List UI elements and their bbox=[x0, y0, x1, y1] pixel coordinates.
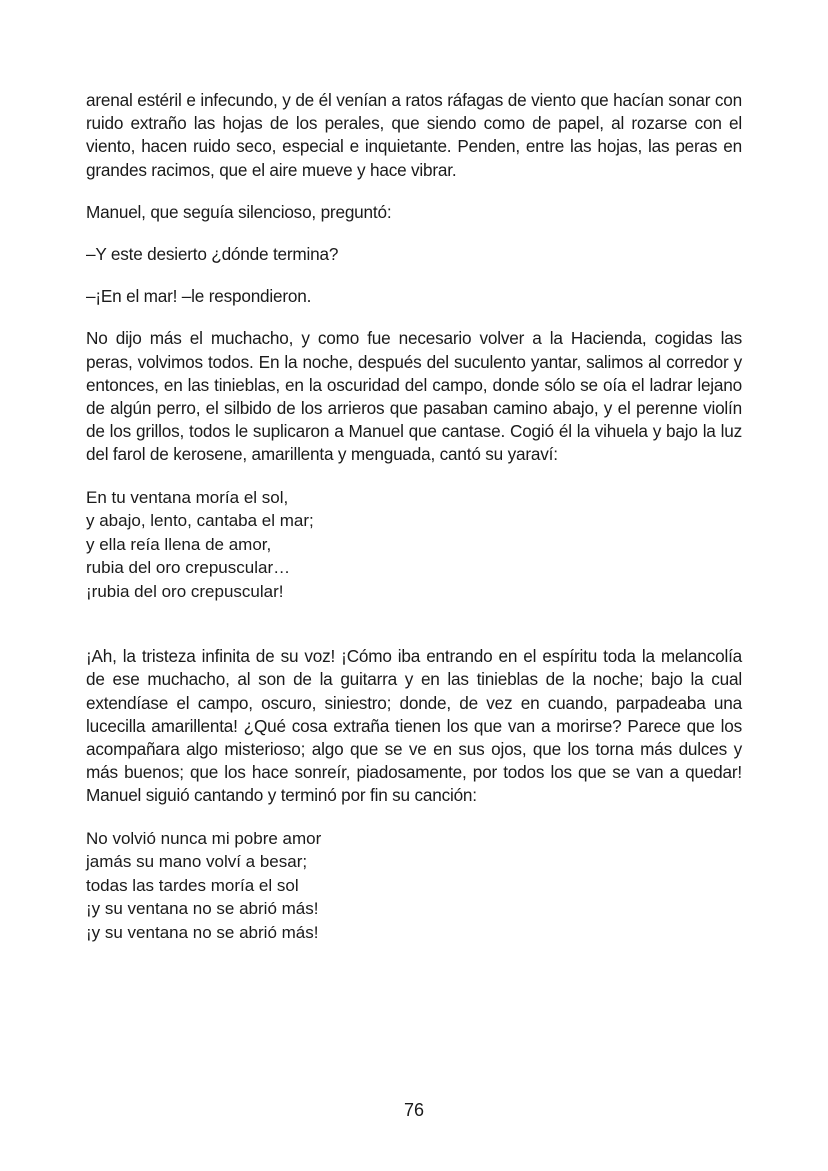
paragraph-arenal: arenal estéril e infecundo, y de él venían a ratos ráfagas de viento que hacían sonar con ruido extraño las hojas de los perales, que siendo como de papel, al rozarse con el viento, hacen ruido seco, especial e inquietante. Penden, entre las hojas, las peras en grandes racimos, que el aire mueve y hace vibrar. bbox=[86, 90, 742, 180]
verse-line: rubia del oro crepuscular… bbox=[86, 558, 291, 578]
verse-line: En tu ventana moría el sol, bbox=[86, 487, 289, 507]
verse-stanza-1 bbox=[86, 486, 742, 604]
verse-line: ¡rubia del oro crepuscular! bbox=[86, 581, 284, 601]
page-number: 76 bbox=[403, 1100, 425, 1120]
paragraph-no-dijo-mas: No dijo más el muchacho, y como fue necesario volver a la Hacienda, cogidas las peras, volvimos todos. En la noche, después del suculento yantar, salimos al corredor y entonces, en las tinieblas, en la oscuridad del campo, donde sólo se oía el ladrar lejano de algún perro, el silbido de los arrieros que pasaban camino abajo, y el perenne violín de los grillos, todos le suplicaron a Manuel que cantase. Cogió él la vihuela y bajo la luz del farol de kerosene, amarillenta y menguada, cantó su yaraví: bbox=[86, 328, 742, 465]
verse-line: jamás su mano volví a besar; bbox=[86, 852, 308, 872]
verse-line: todas las tardes moría el sol bbox=[86, 875, 299, 895]
verse-line: y abajo, lento, cantaba el mar; bbox=[86, 511, 314, 531]
dialogue-line-answer: –¡En el mar! –le respondieron. bbox=[86, 286, 312, 307]
verse-line: ¡y su ventana no se abrió más! bbox=[86, 922, 319, 942]
document-page bbox=[86, 89, 742, 944]
verse-line: y ella reía llena de amor, bbox=[86, 534, 272, 554]
paragraph-tristeza-infinita: ¡Ah, la tristeza infinita de su voz! ¡Cómo iba entrando en el espíritu toda la melancolía de ese muchacho, al son de la guitarra y en las tinieblas de la noche; bajo la cual extendíase el campo, oscuro, siniestro; donde, de vez en cuando, parpadeaba una lucecilla amarillenta! ¿Qué cosa extraña tienen los que van a morirse? Parece que los acompañara algo misterioso; algo que se ve en sus ojos, que los torna más dulces y más buenos; que los hace sonreír, piadosamente, por todos los que se van a quedar! Manuel siguió cantando y terminó por fin su canción: bbox=[86, 646, 742, 806]
verse-stanza-2 bbox=[86, 827, 742, 945]
paragraph-manuel-pregunto: Manuel, que seguía silencioso, preguntó: bbox=[86, 201, 392, 222]
verse-line: ¡y su ventana no se abrió más! bbox=[86, 899, 319, 919]
verse-line: No volvió nunca mi pobre amor bbox=[86, 828, 322, 848]
dialogue-line-question: –Y este desierto ¿dónde termina? bbox=[86, 244, 339, 265]
